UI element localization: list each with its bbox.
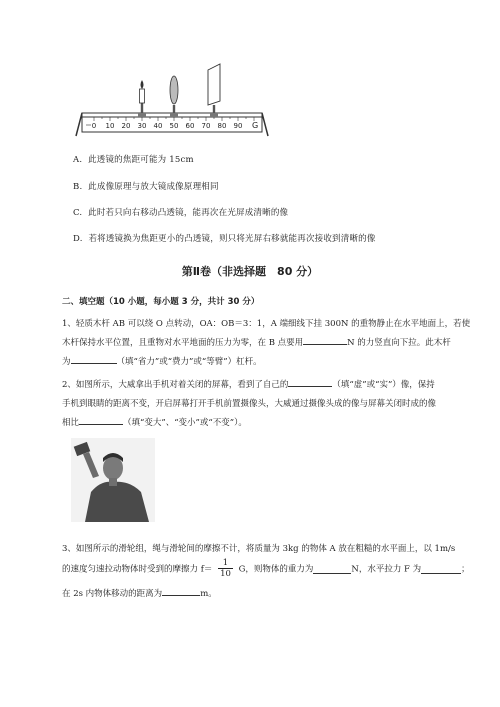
part-title: 二、填空题（10 小题，每小题 3 分，共计 30 分） (62, 297, 260, 307)
ruler-label: 10 (105, 122, 115, 130)
holder-base (210, 113, 218, 117)
convex-lens-icon (170, 76, 178, 117)
ruler-label: 30 (137, 122, 147, 130)
person-with-phone-photo (71, 438, 155, 522)
question-1: 1、轻质木杆 AB 可以绕 O 点转动，OA：OB＝3：1，A 端细线下挂 300N 的重物静止在水平地面上，若使 木杆保持水平位置，且重物对水平地面的压力为零，在 B 点要用 N 的力竖直向下拉。此木杆 为 （填“省力”或“费力”或“等臂”）杠杆。 (62, 319, 471, 367)
q3-blank-pull-force[interactable] (421, 564, 461, 574)
q1-blank-force[interactable] (303, 335, 347, 345)
bench-left-post (76, 113, 82, 136)
q2-blank-image-type[interactable] (288, 377, 332, 387)
option-c: C. 此时若只向右移动凸透镜，能再次在光屏成清晰的像 (73, 208, 289, 218)
candle-flame (141, 80, 144, 89)
lens-body (170, 76, 178, 104)
screen-panel (208, 64, 220, 105)
ruler-label: 70 (201, 122, 211, 130)
q2-blank-size-change[interactable] (79, 415, 123, 425)
bench-end-mark: G (252, 121, 259, 130)
bench-right-post (262, 113, 268, 136)
fraction: $\frac{1}{10}$ (220, 558, 231, 579)
ruler-label: 40 (153, 122, 163, 130)
question-3-line-3: 在 2s 内物体移动的距离为 m。 (62, 586, 217, 599)
section-title: 第Ⅱ卷（非选择题 80 分） (181, 265, 319, 278)
q3-blank-distance[interactable] (162, 586, 200, 596)
ruler-label: 60 (185, 122, 195, 130)
holder-base (170, 113, 178, 117)
light-screen-icon (208, 64, 220, 117)
holder-base (138, 113, 146, 117)
question-3-line-2: 的速度匀速拉动物体时受到的摩擦力 f＝ $\frac{1}{10}$ G，则物体的重力为 N，水平拉力 F 为 ； (62, 558, 470, 579)
option-b: B. 此成像原理与放大镜成像原理相同 (73, 182, 219, 192)
ruler-label: 50 (169, 122, 179, 130)
option-a: A. 此透镜的焦距可能为 15cm (73, 155, 194, 165)
ruler-label: 0 (91, 122, 97, 130)
option-d: D. 若将透镜换为焦距更小的凸透镜，则只将光屏右移就能再次接收到清晰的像 (73, 234, 376, 244)
optical-bench-figure (72, 58, 272, 138)
candle-icon (138, 80, 146, 117)
q1-blank-lever-type[interactable] (71, 354, 117, 364)
ruler-label: 80 (217, 122, 227, 130)
question-3: 3、如图所示的滑轮组，绳与滑轮间的摩擦不计，将质量为 3kg 的物体 A 放在粗糙的水平面上，以 1m/s (62, 544, 456, 554)
ruler-label: 90 (233, 122, 243, 130)
candle-body (140, 89, 145, 103)
question-2: 2、如图所示，大威拿出手机对着关闭的屏幕，看到了自己的 （填“虚”或“实”）像，保持 手机到眼睛的距离不变，开启屏幕打开手机前置摄像头，大威通过摄像头成的像与屏幕关闭时成的像 相比 （填“变大”、“变小”或“不变”）。 (62, 376, 472, 433)
ruler-label: 20 (121, 122, 131, 130)
q3-blank-gravity[interactable] (313, 564, 351, 574)
